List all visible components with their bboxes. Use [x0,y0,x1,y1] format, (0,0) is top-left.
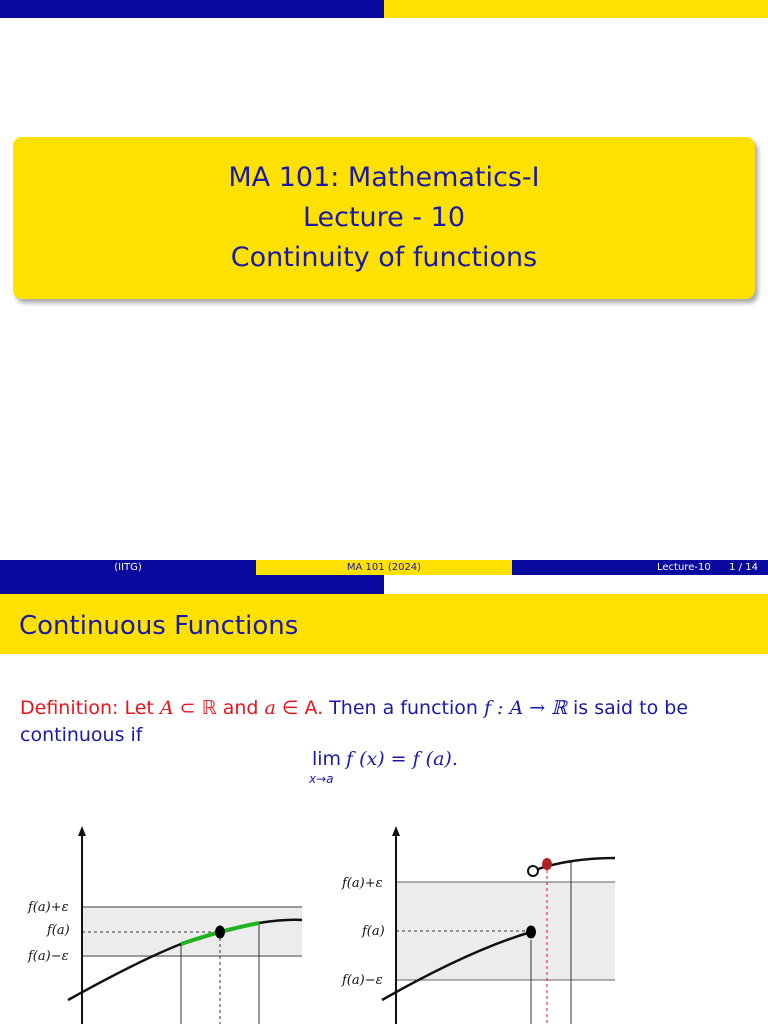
definition-tail: is said to be [566,697,689,719]
footer-lecture-info [512,560,768,575]
point-a: a [264,697,276,719]
limit-subscript: x→a [309,772,334,786]
footer-lecture: Lecture-10 [657,562,711,573]
function-signature: f : A → ℝ [483,697,567,719]
y-axis-arrow-right-icon [392,826,400,836]
definition-line-2: continuous if [20,724,143,746]
limit-operator: lim [312,748,342,770]
slide2-top-bar-blue [0,575,384,594]
definition-line-1 [20,697,688,719]
lecture-number: Lecture - 10 [302,202,466,233]
definition-prefix: Definition: Let [20,697,160,719]
open-point-marker [528,866,538,876]
definition-rest: Then a function [323,697,484,719]
footer-institute: (IITG) [0,560,256,575]
course-title: MA 101: Mathematics-I [228,162,540,193]
top-bar-blue [0,0,384,18]
label-fa-right: f(a) [362,924,385,939]
definition-in-A: ∈ A. [275,697,324,719]
frame-title: Continuous Functions [19,611,299,641]
label-fa-minus-eps-right: f(a)−ε [342,973,383,988]
y-axis-arrow-icon [78,826,86,836]
title-block [13,137,755,299]
footer-course: MA 101 (2024) [256,560,512,575]
limit-expression: f (x) = f (a). [346,748,458,770]
label-fa-minus-eps: f(a)−ε [28,949,69,964]
point-fa-right-marker [526,926,536,939]
continuous-graph [0,820,330,1024]
definition-subset: ⊂ ℝ and [173,697,265,719]
label-fa-plus-eps: f(a)+ε [28,900,69,915]
set-A: A [159,697,174,719]
top-bar-yellow [384,0,768,18]
frame-title-bar [0,594,768,654]
page-number: 1 / 14 [729,562,758,573]
jump-point-marker [542,858,552,870]
slide2-top-bar-white [384,575,768,594]
label-fa-plus-eps-right: f(a)+ε [342,876,383,891]
discontinuous-graph [330,820,630,1024]
label-fa: f(a) [47,923,70,938]
lecture-topic: Continuity of functions [230,242,538,273]
point-fa-marker [215,926,225,939]
